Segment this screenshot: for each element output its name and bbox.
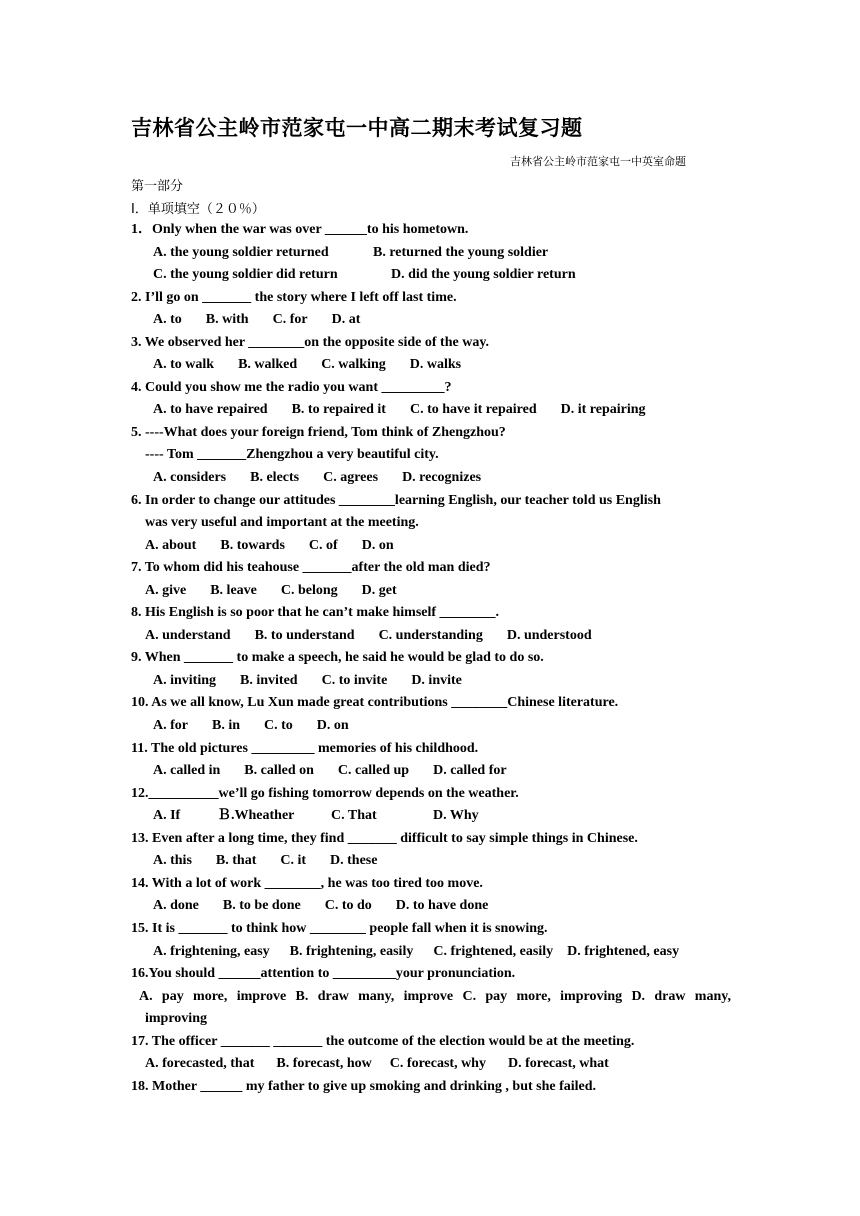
option-row: A. pay more, improve B. draw many, improve C. pay more, improving D. draw many, [139, 988, 731, 1004]
option-row [131, 242, 731, 265]
option-c: C. belong [280, 582, 338, 598]
question-list [131, 219, 731, 1098]
option-row [131, 264, 731, 287]
question-4 [131, 377, 731, 422]
option-d: D. understood [506, 627, 592, 643]
option-a: A. inviting [153, 672, 217, 688]
question-stem: 15. It is _______ to think how ________ people fall when it is snowing. [131, 920, 548, 936]
question-stem-continued: ---- Tom _______Zhengzhou a very beautiful city. [145, 447, 439, 463]
option-b: B. leave [210, 582, 257, 598]
question-3 [131, 332, 731, 377]
option-c: C. agrees [323, 470, 379, 486]
option-b: B. returned the young soldier [373, 244, 549, 260]
option-a: A. about [145, 537, 197, 553]
option-b: Ｂ.Wheather [217, 808, 295, 824]
option-b: B. to understand [254, 627, 355, 643]
question-10 [131, 692, 731, 737]
option-d: D. on [361, 537, 394, 553]
option-a: A. to have repaired [153, 402, 268, 418]
option-row [131, 670, 731, 693]
question-15 [131, 918, 731, 963]
option-b: B. to be done [222, 898, 301, 914]
question-16 [131, 963, 731, 1031]
option-c: C. understanding [378, 627, 483, 643]
question-7 [131, 557, 731, 602]
option-d: D. recognizes [402, 470, 482, 486]
question-stem: 3. We observed her ________on the opposite side of the way. [131, 334, 490, 350]
question-stem: 10. As we all know, Lu Xun made great contributions ________Chinese literature. [131, 695, 619, 711]
question-stem: 9. When _______ to make a speech, he said he would be glad to do so. [131, 650, 544, 666]
section-heading: 第一部分 [131, 179, 184, 194]
option-a: A. frightening, easy [153, 943, 270, 959]
option-row [131, 760, 731, 783]
question-stem: 5. ----What does your foreign friend, Tom think of Zhengzhou? [131, 424, 506, 440]
option-a: A. called in [153, 763, 221, 779]
question-stem: 18. Mother ______ my father to give up smoking and drinking , but she failed. [131, 1078, 597, 1094]
option-row [131, 580, 731, 603]
option-row [131, 399, 731, 422]
question-14 [131, 873, 731, 918]
option-a: A. this [153, 853, 192, 869]
option-a: A. If [153, 808, 181, 824]
option-d: D. forecast, what [507, 1056, 609, 1072]
option-a: A. understand [145, 627, 231, 643]
question-stem: 11. The old pictures _________ memories of his childhood. [131, 740, 479, 756]
question-18 [131, 1076, 731, 1099]
question-stem: 4. Could you show me the radio you want _________? [131, 379, 452, 395]
option-row [131, 354, 731, 377]
question-stem: 8. His English is so poor that he can’t make himself ________. [131, 605, 500, 621]
option-d: D. these [330, 853, 378, 869]
option-c: C. to [264, 718, 293, 734]
option-b: B. called on [244, 763, 314, 779]
option-d: D. frightened, easy [567, 943, 680, 959]
question-stem: 2. I’ll go on _______ the story where I left off last time. [131, 289, 457, 305]
option-a: A. considers [153, 470, 227, 486]
option-row [131, 715, 731, 738]
option-a: A. for [153, 718, 188, 734]
question-11 [131, 738, 731, 783]
option-d: D. at [331, 312, 361, 328]
option-b: B. elects [250, 470, 300, 486]
option-a: A. give [145, 582, 187, 598]
question-stem: 1．Only when the war was over ______to his hometown. [131, 222, 469, 237]
option-row [131, 625, 731, 648]
option-b: B. forecast, how [276, 1056, 372, 1072]
question-stem: 7. To whom did his teahouse _______after the old man died? [131, 560, 491, 576]
option-row [131, 850, 731, 873]
option-d: D. did the young soldier return [391, 267, 576, 283]
option-a: A. done [153, 898, 199, 914]
option-a: A. to walk [153, 357, 215, 373]
part-heading: Ⅰ．单项填空（２０％） [131, 202, 265, 217]
option-b: B. in [212, 718, 241, 734]
option-c: C. walking [321, 357, 386, 373]
option-c: C. called up [337, 763, 410, 779]
option-d: D. to have done [395, 898, 489, 914]
option-c: C. forecast, why [389, 1056, 486, 1072]
option-c: C. to have it repaired [409, 402, 537, 418]
option-b: B. with [205, 312, 249, 328]
question-2 [131, 287, 731, 332]
question-stem: 17. The officer _______ _______ the outcome of the election would be at the meeting. [131, 1033, 635, 1049]
question-stem: 14. With a lot of work ________, he was too tired too move. [131, 875, 483, 891]
option-row [131, 467, 731, 490]
option-a: A. forecasted, that [145, 1056, 255, 1072]
option-b: B. towards [220, 537, 285, 553]
option-row [131, 805, 731, 828]
question-stem: 16.You should ______attention to _________your pronunciation. [131, 966, 516, 982]
option-d: D. Why [433, 808, 479, 824]
option-c: C. it [280, 853, 307, 869]
question-8 [131, 602, 731, 647]
question-stem: 13. Even after a long time, they find _______ difficult to say simple things in Chinese. [131, 830, 638, 846]
option-b: B. to repaired it [291, 402, 386, 418]
question-12 [131, 783, 731, 828]
question-6 [131, 490, 731, 558]
document-title: 吉林省公主岭市范家屯一中高二期末考试复习题 [131, 116, 583, 140]
question-stem: 12.__________we’ll go fishing tomorrow depends on the weather. [131, 785, 519, 801]
option-c: C. the young soldier did return [153, 267, 338, 283]
option-row [131, 1053, 731, 1076]
option-row [131, 895, 731, 918]
option-b: B. walked [238, 357, 298, 373]
question-stem-continued: was very useful and important at the meeting. [145, 515, 419, 531]
option-d: D. invite [411, 672, 462, 688]
question-stem: 6. In order to change our attitudes ________learning English, our teacher told us English [131, 492, 661, 508]
option-d: D. called for [433, 763, 507, 779]
option-c: C. for [272, 312, 308, 328]
option-c: C. to do [324, 898, 372, 914]
question-9 [131, 647, 731, 692]
document-subtitle: 吉林省公主岭市范家屯一中英室命题 [510, 155, 686, 168]
option-a: A. the young soldier returned [153, 244, 329, 260]
question-5 [131, 422, 731, 490]
question-17 [131, 1031, 731, 1076]
question-1 [131, 219, 731, 287]
option-c: C. That [331, 808, 377, 824]
option-row [131, 535, 731, 558]
option-row-continued: improving [145, 1011, 207, 1027]
option-d: D. it repairing [560, 402, 646, 418]
option-row [131, 309, 731, 332]
question-13 [131, 828, 731, 873]
option-b: B. that [215, 853, 257, 869]
option-row [131, 941, 731, 964]
option-c: C. of [308, 537, 338, 553]
option-d: D. on [316, 718, 349, 734]
option-c: C. to invite [321, 672, 388, 688]
option-d: D. get [361, 582, 397, 598]
option-d: D. walks [409, 357, 462, 373]
option-a: A. to [153, 312, 182, 328]
option-b: B. frightening, easily [289, 943, 414, 959]
option-c: C. frightened, easily [433, 943, 554, 959]
option-b: B. invited [240, 672, 298, 688]
